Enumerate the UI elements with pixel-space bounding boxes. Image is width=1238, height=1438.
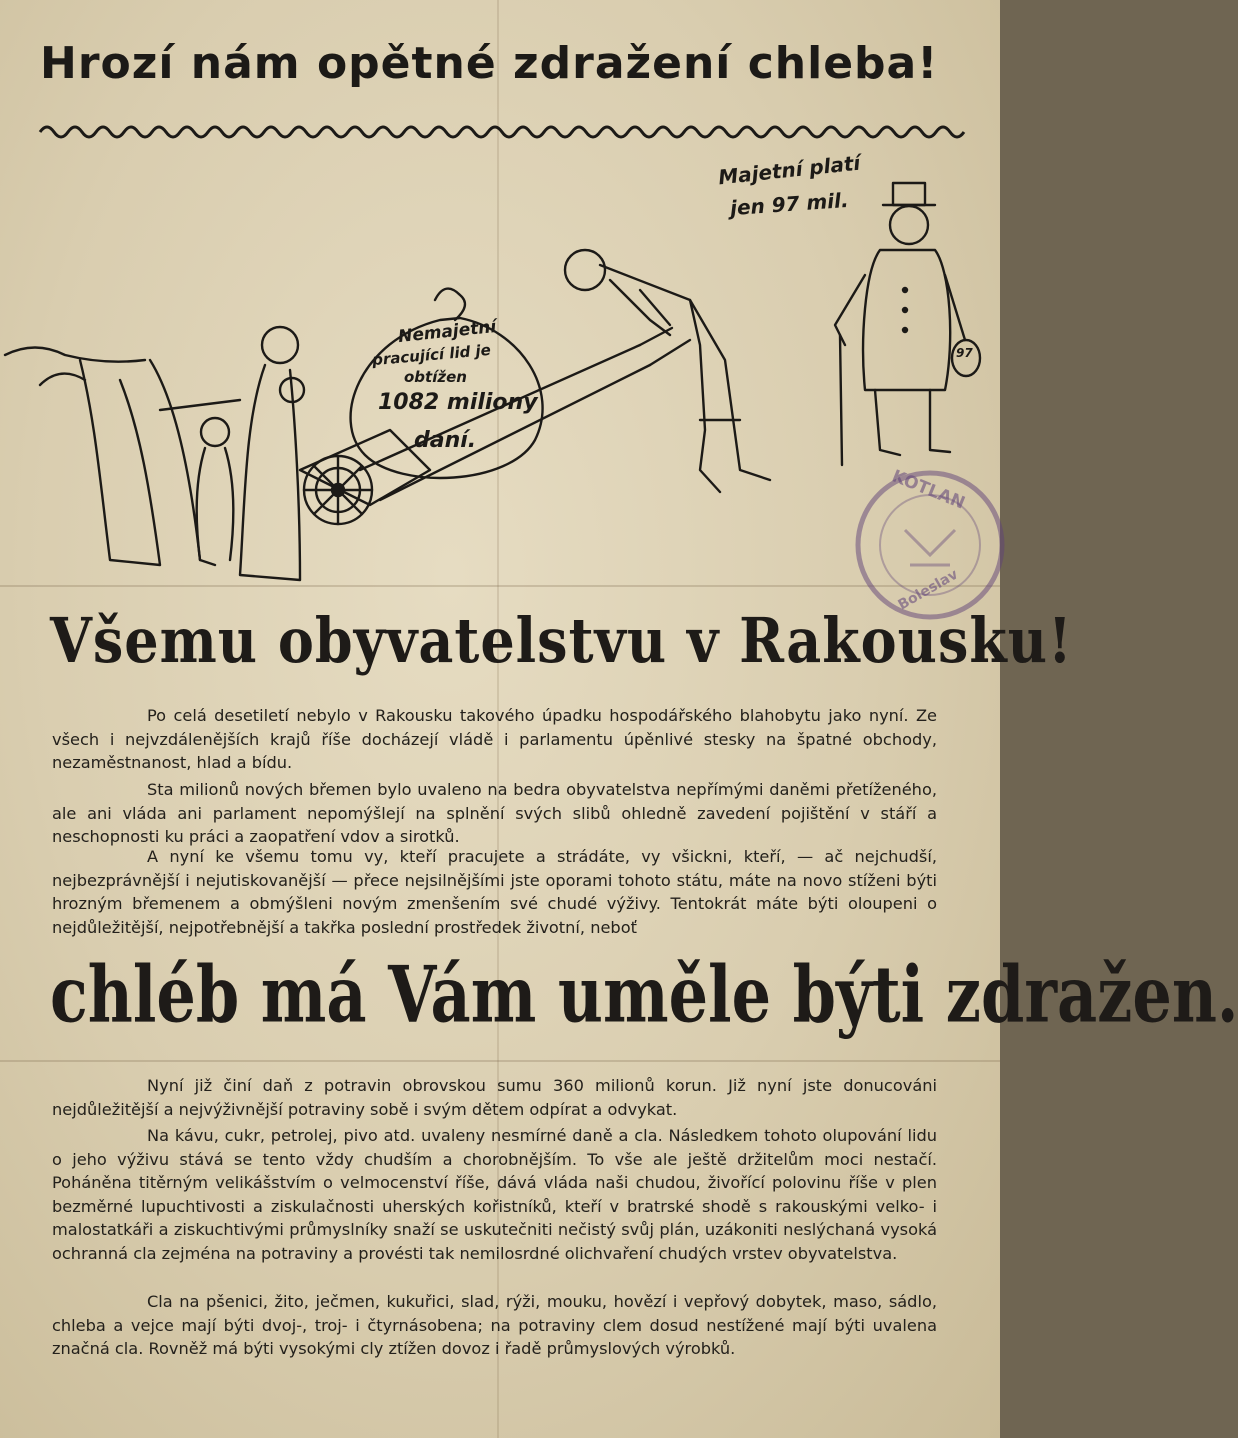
paragraph-text: Na kávu, cukr, petrolej, pivo atd. uvaleny nesmírné daně a cla. Následkem tohoto olupování lidu o jeho výživu stává se tento vždy chudším a chorobnějším. To vše ale ještě držitelům moci nestačí. Poháněna titěrným velikášstvím o velmocenství říše, dává vláda naši chudou, živořící polovinu říše v plen bezměrné lupuchtivosti a ziskulačnosti uherských kořistníků, kteří v bratrské shodě s rakouskými velko- i malostatkáři a ziskuchtivými průmyslníky snaží se uskutečniti nečistý svůj plán, uzákoniti neslýchaná vysoká ochranná cla zejména na potraviny a provésti tak nemilosrdné olichvaření chudých vrstev obyvatelstva. — [52, 1126, 937, 1263]
paragraph-text: A nyní ke všemu tomu vy, kteří pracujete a strádáte, vy všickni, kteří, — ač nejchudší, nejbezprávnější i nejutiskovanější — přece nejsilnějšími jste oporami tohoto státu, máte na novo stíženi býti hrozným břemenem a obmýšleni novým zmenšením své chudé výživy. Tentokrát máte býti oloupeni o nejdůležitější, nejpotřebnější a takřka poslední prostředek životní, neboť — [52, 847, 937, 937]
worker-figure-drawing — [565, 250, 770, 492]
fold-line — [0, 1060, 1000, 1062]
owner-note-line2: jen 97 mil. — [729, 187, 850, 221]
body-paragraph — [52, 704, 937, 775]
sack-label-line3: obtížen — [404, 368, 467, 386]
sack-label-line5: daní. — [414, 428, 477, 453]
paragraph-text: Cla na pšenici, žito, ječmen, kukuřici, slad, rýži, mouku, hovězí i vepřový dobytek, maso, sádlo, chleba a vejce mají býti dvoj-, troj- i čtyrnásobena; na potraviny clem dosud nestížené mají býti uvalena značná cla. Rovněž má býti vysokými cly ztížen dovoz i řadě průmyslových výrobků. — [52, 1292, 937, 1358]
owner-bag-label: 97 — [956, 346, 973, 360]
headline-bread: chléb má Vám uměle býti zdražen. — [50, 948, 1238, 1041]
paragraph-text: Nyní již činí daň z potravin obrovskou sumu 360 milionů korun. Již nyní jste donucováni nejdůležitější a nejvýživnější potraviny sobě i svým dětem odpírat a odvykat. — [52, 1076, 937, 1119]
headline-appeal: Všemu obyvatelstvu v Rakousku! — [50, 603, 1073, 677]
body-paragraph — [52, 845, 937, 939]
owner-figure-drawing — [835, 183, 980, 465]
body-paragraph — [52, 1074, 937, 1121]
wheelbarrow-drawing — [300, 328, 690, 524]
paragraph-text: Sta milionů nových břemen bylo uvaleno na bedra obyvatelstva nepřímými daněmi přetíženého, ale ani vláda ani parlament nepomýšlejí na splnění svých slibů ohledně zavedení pojištění v stáří a neschopnosti ku práci a zaopatření vdov a sirotků. — [52, 780, 937, 846]
page-title: Hrozí nám opětné zdražení chleba! — [40, 38, 939, 89]
title-wavy-underline — [40, 118, 960, 144]
owner-note-line1: Majetní platí — [717, 150, 862, 190]
sack-label-line1: Nemajetní — [397, 316, 498, 348]
family-figures-drawing — [5, 327, 304, 580]
body-paragraph — [52, 778, 937, 849]
body-paragraph — [52, 1124, 937, 1265]
stamp-text-bottom: Boleslav — [895, 566, 961, 614]
paragraph-text: Po celá desetiletí nebylo v Rakousku takového úpadku hospodářského blahobytu jako nyní. Ze všech i nejvzdálenějších krajů říše docházejí vládě i parlamentu úpěnlivé stesky na špatné obchody, nezaměstnanost, hlad a bídu. — [52, 706, 937, 772]
stamp-text-top: KOTLAN — [889, 466, 968, 514]
sack-label-line2: pracující lid je — [371, 340, 492, 370]
body-paragraph — [52, 1290, 937, 1361]
sack-label-line4: 1082 miliony — [378, 390, 538, 415]
